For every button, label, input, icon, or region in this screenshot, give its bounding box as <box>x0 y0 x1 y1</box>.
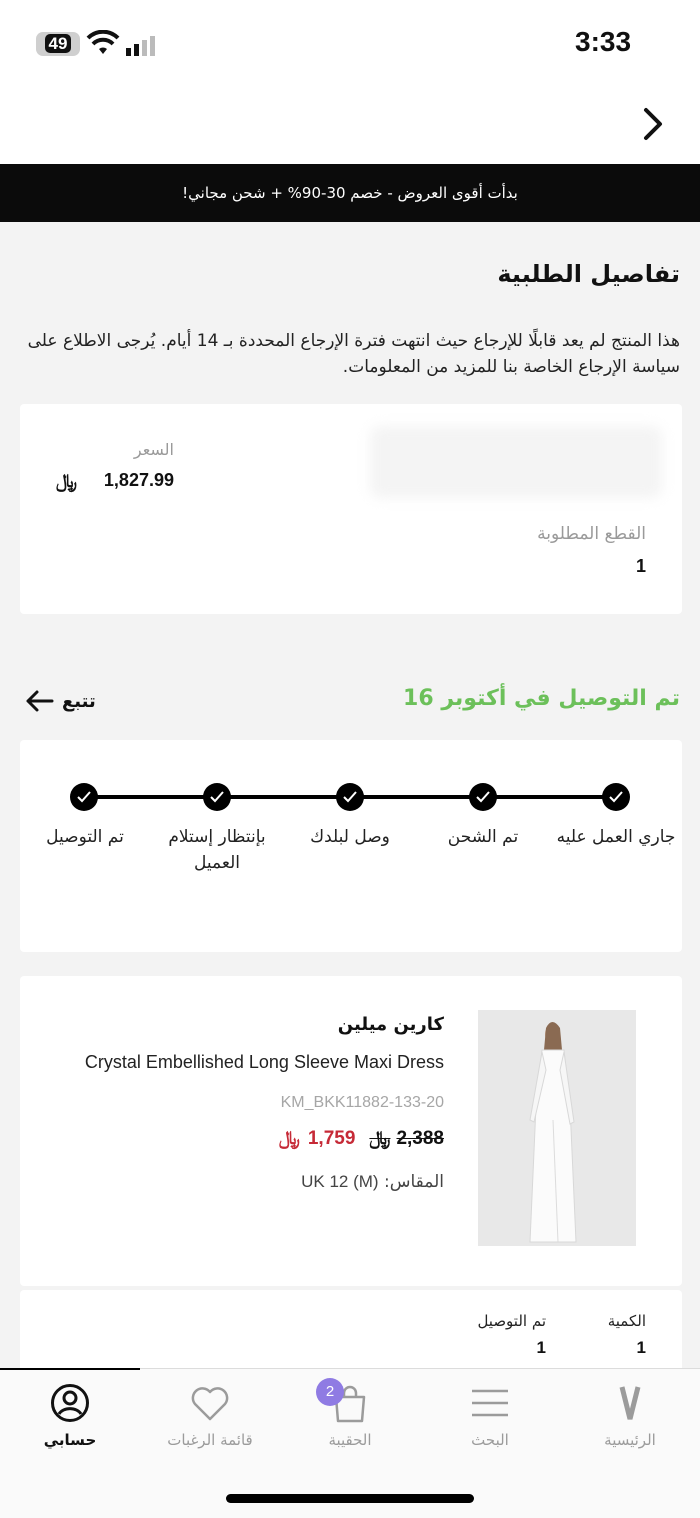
sale-price <box>279 1128 356 1150</box>
nav-bag[interactable] <box>280 1383 420 1463</box>
size-value: UK 12 (M) <box>301 1172 379 1191</box>
nav-home[interactable] <box>560 1383 700 1463</box>
return-policy-note: هذا المنتج لم يعد قابلًا للإرجاع حيث انتهت فترة الإرجاع المحددة بـ 14 أيام. يُرجى الاطلاع على سياسة الإرجاع الخاصة بنا للمزيد من المعلومات. <box>27 331 680 377</box>
step-label: بإنتظار إستلام العميل <box>168 827 266 873</box>
step-check-icon <box>203 783 231 811</box>
sale-price-value: 1,759 <box>307 1128 356 1149</box>
shipment-tracker <box>20 740 682 952</box>
order-line-card <box>20 1290 682 1370</box>
header <box>0 90 700 164</box>
quantity-value: 1 <box>636 1338 646 1357</box>
currency-icon: ﷼ <box>369 1128 391 1149</box>
nav-account[interactable] <box>0 1383 140 1463</box>
step-label: تم الشحن <box>447 827 519 847</box>
dress-illustration <box>478 1010 636 1246</box>
arrow-left-icon <box>24 689 54 713</box>
delivered-count-label: تم التوصيل <box>477 1312 546 1330</box>
nav-label: البحث <box>471 1431 509 1449</box>
chevron-right-icon[interactable] <box>636 104 670 144</box>
step-check-icon <box>469 783 497 811</box>
order-summary-card <box>20 404 682 614</box>
currency-icon: ﷼ <box>56 470 78 492</box>
price-value: 1,827.99 <box>103 470 174 490</box>
nav-label: حسابي <box>43 1431 97 1449</box>
product-name: Crystal Embellished Long Sleeve Maxi Dress <box>84 1052 444 1072</box>
status-bar <box>0 0 700 90</box>
quantity-label: الكمية <box>607 1312 646 1330</box>
user-icon <box>50 1383 90 1423</box>
step-label: تم التوصيل <box>46 827 124 847</box>
pieces-label: القطع المطلوبة <box>537 524 646 544</box>
heart-icon <box>189 1383 231 1423</box>
product-image[interactable] <box>478 1010 636 1246</box>
step-check-icon <box>336 783 364 811</box>
product-card[interactable] <box>20 976 682 1286</box>
wifi-icon <box>86 30 120 58</box>
nav-wishlist[interactable] <box>140 1383 280 1463</box>
delivered-count-value: 1 <box>536 1338 546 1357</box>
size-label: المقاس: <box>384 1172 444 1192</box>
nav-active-indicator <box>0 1368 140 1370</box>
nav-label: قائمة الرغبات <box>167 1431 253 1449</box>
track-label: تتبع <box>62 690 96 712</box>
home-indicator[interactable] <box>226 1494 474 1503</box>
bag-count-badge: 2 <box>316 1378 344 1406</box>
step-label: وصل لبلدك <box>310 827 390 847</box>
product-sku: KM_BKK11882-133-20 <box>280 1094 444 1111</box>
original-price <box>369 1128 444 1150</box>
delivery-status-title: تم التوصيل في أكتوبر 16 <box>403 686 680 711</box>
step-label: جاري العمل عليه <box>556 827 676 847</box>
currency-icon: ﷼ <box>278 1128 300 1149</box>
brand-v-icon <box>610 1383 650 1423</box>
page-title: تفاصيل الطلبية <box>497 260 680 288</box>
promo-banner[interactable]: بدأت أقوى العروض - خصم 30-90% + شحن مجاني! <box>0 164 700 222</box>
nav-label: الرئيسية <box>604 1431 656 1449</box>
product-price-row <box>279 1128 444 1150</box>
track-link[interactable] <box>24 686 96 716</box>
pieces-value: 1 <box>635 556 646 576</box>
menu-lines-icon <box>470 1383 510 1423</box>
signal-icon <box>126 36 160 56</box>
original-price-value: 2,388 <box>396 1128 444 1149</box>
step-check-icon <box>602 783 630 811</box>
product-size <box>301 1172 444 1192</box>
product-brand: كارين ميلين <box>337 1014 444 1035</box>
clock: 3:33 <box>575 26 632 57</box>
blurred-info <box>370 426 662 498</box>
battery-icon: 49 <box>36 32 80 56</box>
step-check-icon <box>70 783 98 811</box>
nav-label: الحقيبة <box>328 1431 372 1449</box>
nav-search[interactable] <box>420 1383 560 1463</box>
price-label: السعر <box>133 440 174 459</box>
